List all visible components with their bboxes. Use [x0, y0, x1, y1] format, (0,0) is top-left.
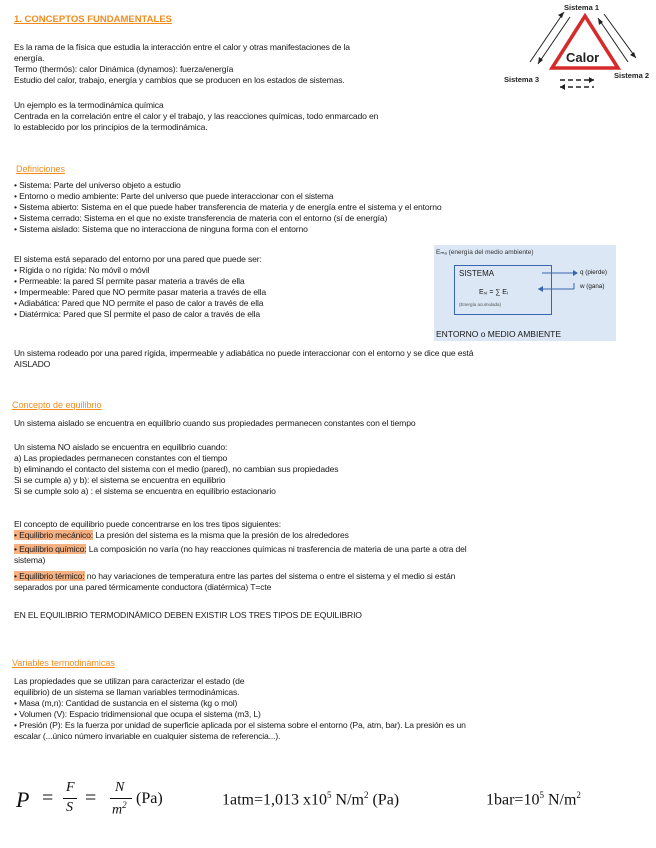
arrowhead: [589, 77, 594, 83]
equilibrio-line: Si se cumple a) y b): el sistema se encuentra en equilibrio: [14, 475, 226, 485]
atm-text: 1atm=1,013 x10: [222, 791, 328, 809]
atm-pa: (Pa): [368, 791, 400, 809]
intro-line: Centrada en la correlación entre el calor y el trabajo, y las reacciones químicas, todo enmarcado en: [14, 111, 379, 121]
pared-item: • Permeable: la pared SÍ permite pasar materia a través de ella: [14, 276, 245, 286]
arrowhead: [573, 270, 578, 276]
aislado-text: AISLADO: [14, 359, 51, 369]
aislado-text: Un sistema rodeado por una pared rígida, impermeable y adiabática no puede interaccionar con el entorno y se dice que está: [14, 348, 474, 358]
equilibrio-line: Un sistema NO aislado se encuentra en equilibrio cuando:: [14, 442, 228, 452]
bar-text: 1bar=10: [486, 791, 540, 809]
sistema-1-label: Sistema 1: [564, 3, 600, 12]
arrowhead: [558, 12, 564, 18]
variables-line: Las propiedades que se utilizan para caracterizar el estado (de: [14, 676, 245, 686]
definiciones-heading: Definiciones: [16, 164, 66, 174]
formula-equals: =: [85, 787, 97, 809]
equilibrio-mecanico-text: La presión del sistema es la misma que la presión de los alrededores: [93, 530, 349, 540]
definicion-item: • Entorno o medio ambiente: Parte del universo que puede interaccionar con el sistema: [14, 191, 334, 201]
equilibrio-quimico-text: La composición no varía (no hay reacciones químicas ni trasferencia de materia de una parte a otra del: [86, 544, 467, 554]
arrowhead: [630, 52, 636, 58]
equilibrio-final: EN EL EQUILIBRIO TERMODINÁMICO DEBEN EXISTIR LOS TRES TIPOS DE EQUILIBRIO: [14, 610, 362, 620]
definicion-item: • Sistema abierto: Sistema en el que puede haber transferencia de materia y de energía entre el sistema y el entorno: [14, 202, 442, 212]
equilibrio-heading: Concepto de equilibrio: [12, 400, 102, 410]
pared-item: • Diatérmica: Pared que SÍ permite el paso de calor a través de ella: [14, 309, 260, 319]
equilibrio-line: Un sistema aislado se encuentra en equilibrio cuando sus propiedades permanecen constantes con el tiempo: [14, 418, 416, 428]
entorno-label: ENTORNO o MEDIO AMBIENTE: [436, 329, 562, 339]
formula-n: N: [115, 780, 125, 795]
ema-label: Eₘₐ (energía del medio ambiente): [436, 249, 534, 256]
atm-unit: N/m: [331, 791, 364, 809]
formula-exp: 2: [122, 800, 127, 810]
formula-atm: [222, 790, 399, 809]
equilibrio-line: El concepto de equilibrio puede concentrarse en los tres tipos siguientes:: [14, 519, 281, 529]
variables-line: escalar (...único número invariable en cualquier sistema de referencia...).: [14, 731, 281, 741]
sistema-2-label: Sistema 2: [614, 71, 650, 80]
pared-intro: El sistema está separado del entorno por una pared que puede ser:: [14, 254, 262, 264]
formula-m: m: [112, 802, 123, 818]
equilibrio-termico-cont: separados por una pared térmicamente conductora (diatérmica) T=cte: [14, 582, 272, 592]
fraction-bar: [63, 798, 77, 799]
arrowhead: [538, 286, 543, 292]
bar-exp: 5: [539, 790, 544, 800]
atm-exp: 5: [327, 790, 332, 800]
equilibrio-line: Si se cumple solo a) : el sistema se encuentra en equilibrio estacionario: [14, 486, 276, 496]
equilibrio-line: a) Las propiedades permanecen constantes con el tiempo: [14, 453, 228, 463]
variables-line: • Masa (m,n): Cantidad de sustancia en el sistema (kg o mol): [14, 698, 238, 708]
pared-item: • Adiabática: Pared que NO permite el paso de calor a través de ella: [14, 298, 264, 308]
definicion-item: • Sistema: Parte del universo objeto a estudio: [14, 180, 181, 190]
sistema-3-label: Sistema 3: [504, 75, 540, 84]
energia-acumulada: (Energía acumulada): [459, 302, 502, 307]
formula-equals: =: [42, 787, 54, 809]
system-diagram: [434, 245, 616, 341]
bar-unit: N/m: [543, 791, 577, 809]
equilibrio-quimico-label: • Equilibrio químico:: [14, 544, 87, 554]
formula-f: F: [66, 780, 75, 795]
energia-sum: Eₛᵢ = ∑ Eᵢ: [479, 289, 509, 296]
intro-line: Un ejemplo es la termodinámica química: [14, 100, 164, 110]
formula-p: P: [16, 787, 30, 812]
equilibrio-quimico-cont: sistema): [14, 555, 46, 565]
definicion-item: • Sistema cerrado: Sistema en el que no existe transferencia de materia con el entorno (sí de energía): [14, 213, 388, 223]
variables-line: • Volumen (V): Espacio tridimensional que ocupa el sistema (m3, L): [14, 709, 261, 719]
variables-line: • Presión (P): Es la fuerza por unidad de superficie aplicada por el sistema sobre el entorno (Pa, atm, bar). La presión es un: [14, 720, 466, 730]
pared-item: • Impermeable: Pared que NO permite pasar materia a través de ella: [14, 287, 266, 297]
system-arrows: [434, 245, 616, 341]
equilibrio-termico: [14, 571, 455, 582]
q-label: q (pierde): [580, 269, 607, 276]
formula-m2: [112, 800, 127, 819]
calor-label: Calor: [566, 50, 600, 65]
calor-triangle-diagram: [500, 0, 656, 96]
fraction-bar: [110, 798, 132, 799]
intro-line: Estudio del calor, trabajo, energía y cambios que se producen en los estados de sistemas.: [14, 75, 345, 85]
intro-line: lo establecido por los principios de la termodinámica.: [14, 122, 208, 132]
sistema-box-title: SISTEMA: [459, 269, 495, 278]
atm-exp2: 2: [363, 790, 369, 800]
equilibrio-line: b) eliminando el contacto del sistema con el medio (pared), no cambian sus propiedades: [14, 464, 339, 474]
equilibrio-termico-label: • Equilibrio térmico:: [14, 571, 85, 581]
arrowhead: [560, 84, 565, 90]
variables-line: equilibrio) de un sistema se llaman variables termodinámicas.: [14, 687, 240, 697]
intro-line: energía.: [14, 53, 45, 63]
equilibrio-mecanico-label: • Equilibrio mecánico:: [14, 530, 93, 540]
formula-pa: (Pa): [136, 790, 163, 807]
formula-bar: [486, 790, 581, 809]
formula-s: S: [66, 800, 73, 815]
equilibrio-mecanico: [14, 530, 349, 541]
definicion-item: • Sistema aislado: Sistema que no interacciona de ninguna forma con el entorno: [14, 224, 308, 234]
w-label: w (gana): [580, 283, 605, 290]
equilibrio-termico-text: no hay variaciones de temperatura entre las partes del sistema o entre el sistema y el medio si están: [84, 571, 456, 581]
variables-heading: Variables termodinámicas: [12, 658, 115, 668]
intro-line: Termo (thermós): calor Dinámica (dynamos): fuerza/energía: [14, 64, 234, 74]
intro-line: Es la rama de la física que estudia la interacción entre el calor y otras manifestaciones de la: [14, 42, 350, 52]
equilibrio-quimico: [14, 544, 467, 555]
bar-exp2: 2: [576, 790, 581, 800]
page-title: 1. CONCEPTOS FUNDAMENTALES: [14, 14, 172, 25]
pared-item: • Rígida o no rígida: No móvil o móvil: [14, 265, 150, 275]
